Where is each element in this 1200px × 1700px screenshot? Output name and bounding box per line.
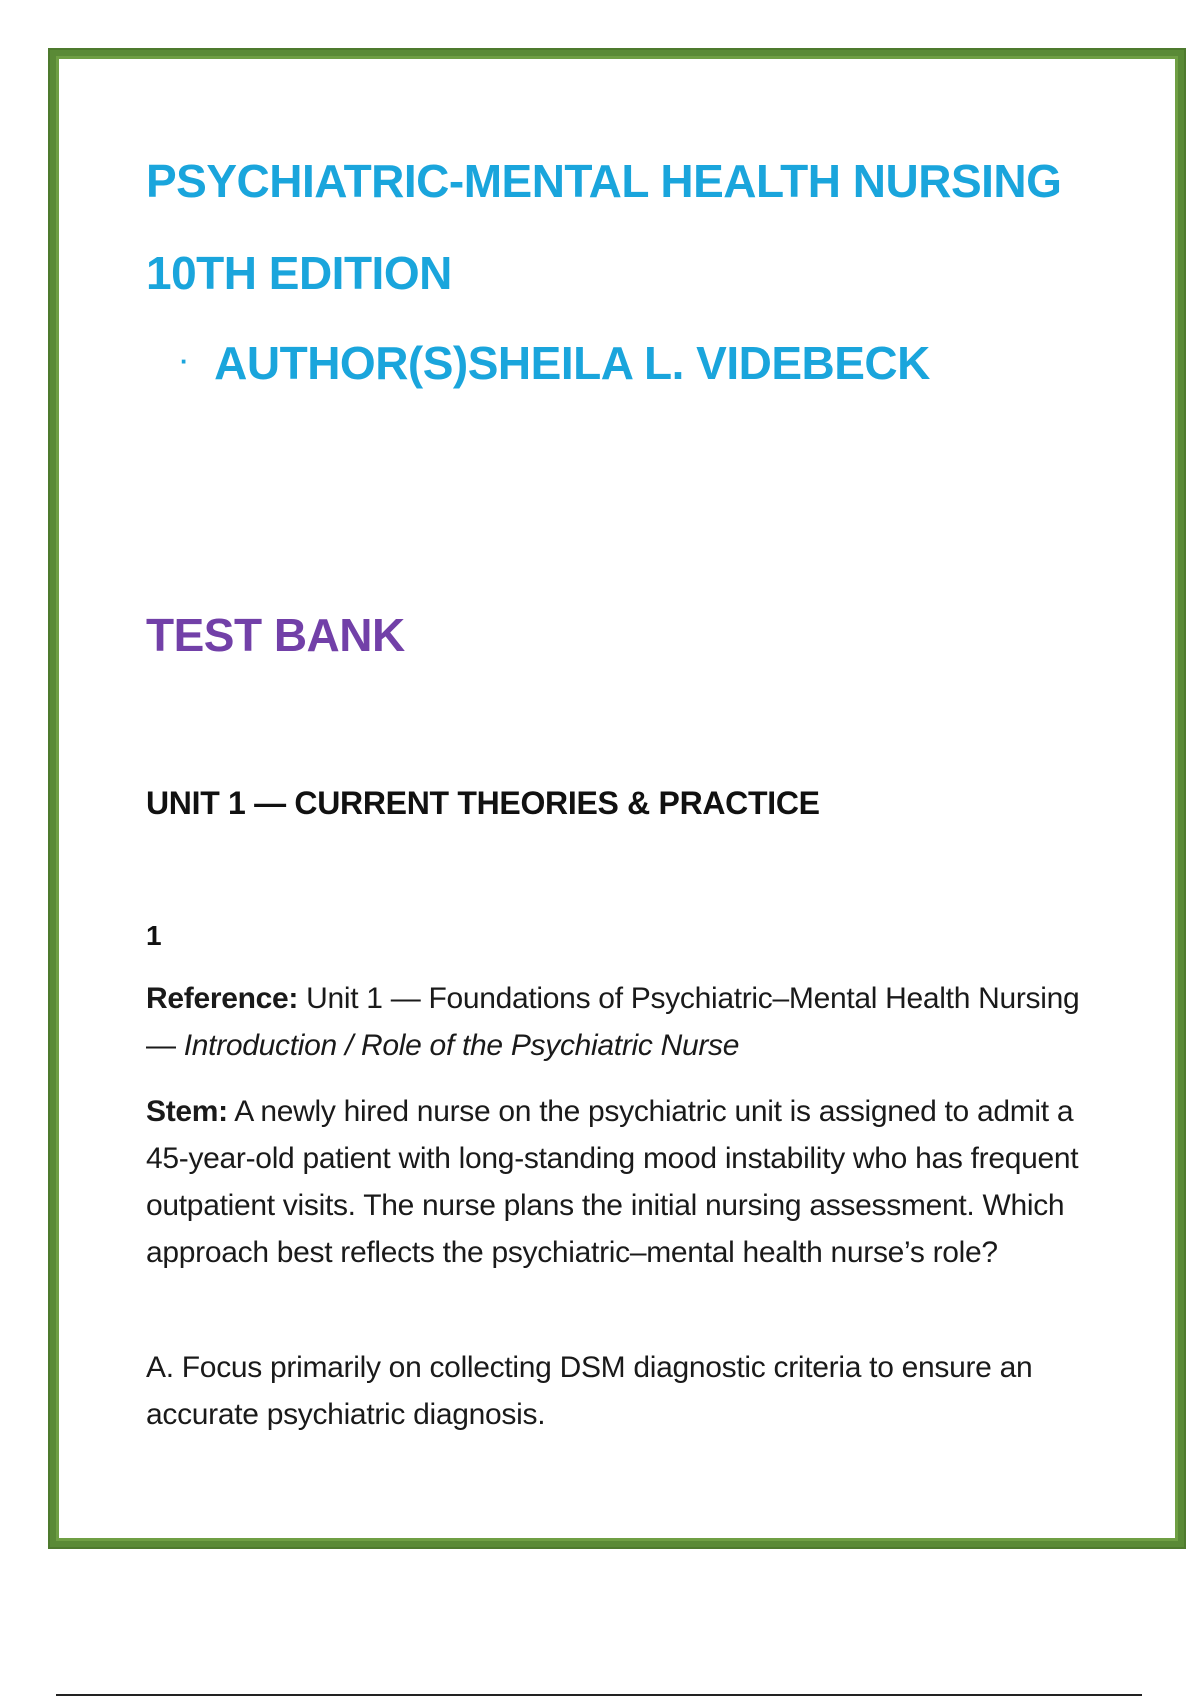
reference-italic-text: Introduction / Role of the Psychiatric Nurse xyxy=(183,1029,740,1062)
stem-label: Stem: xyxy=(146,1095,228,1128)
question-stem xyxy=(146,1088,1096,1276)
question-number: 1 xyxy=(146,920,162,951)
book-title-line-1: PSYCHIATRIC-MENTAL HEALTH NURSING xyxy=(146,155,1062,207)
test-bank-heading: TEST BANK xyxy=(146,609,405,661)
reference-text: Unit 1 — Foundations of Psychiatric–Mental Health Nursing — xyxy=(146,982,1080,1062)
reference-label: Reference: xyxy=(146,982,299,1015)
unit-heading: UNIT 1 — CURRENT THEORIES & PRACTICE xyxy=(146,785,820,821)
footer-divider xyxy=(56,1694,1142,1696)
answer-option-a: A. Focus primarily on collecting DSM diagnostic criteria to ensure an accurate psychiatric diagnosis. xyxy=(146,1351,1033,1431)
stem-text: A newly hired nurse on the psychiatric unit is assigned to admit a 45-year-old patient with long-standing mood instability who has frequent outpatient visits. The nurse plans the initial nursing assessment. Which approach best reflects the psychiatric–mental health nurse’s role? xyxy=(146,1095,1079,1269)
author-line xyxy=(180,337,930,389)
bullet-icon: · xyxy=(180,345,189,376)
question-reference xyxy=(146,975,1096,1069)
book-edition: 10TH EDITION xyxy=(146,247,452,299)
author-name: AUTHOR(S)SHEILA L. VIDEBECK xyxy=(214,337,930,389)
